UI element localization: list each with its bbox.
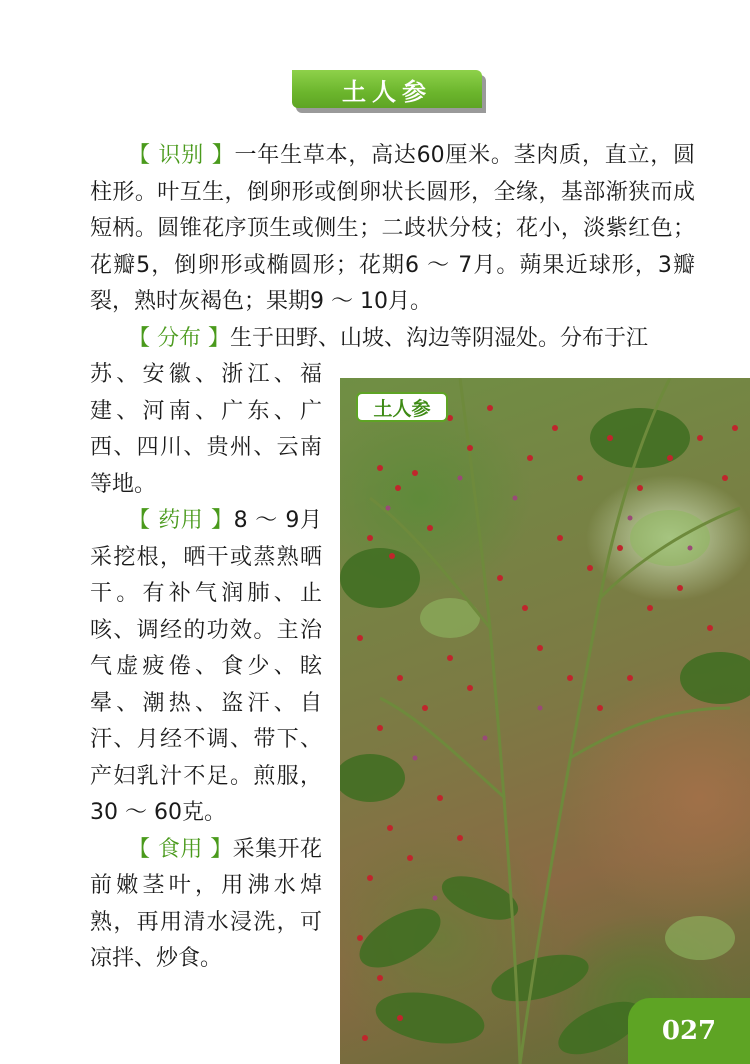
distribution-text-rest: 苏、安徽、浙江、福建、河南、广东、广西、四川、贵州、云南等地。: [90, 362, 322, 497]
identify-paragraph: [90, 138, 695, 321]
page-title: 土人参: [292, 70, 482, 108]
title-banner: [292, 70, 488, 114]
medicinal-paragraph: [90, 503, 322, 832]
page-number: 027: [628, 998, 750, 1064]
plant-photo-illustration: [340, 378, 750, 1064]
distribution-text-first: 生于田野、山坡、沟边等阴湿处。分布于江: [230, 326, 649, 351]
identify-tag: 【 识别 】: [128, 143, 235, 168]
edible-paragraph: [90, 832, 322, 978]
distribution-first-line: [90, 321, 695, 358]
edible-tag: 【 食用 】: [128, 836, 233, 862]
medicinal-text: 8 ～ 9月采挖根，晒干或蒸熟晒干。有补气润肺、止咳、调经的功效。主治气虚疲倦、食少、眩晕、潮热、盗汗、自汗、月经不调、带下、产妇乳汁不足。煎服，30 ～ 60克。: [90, 508, 322, 825]
left-text-column: [90, 357, 322, 978]
distribution-tag: 【 分布 】: [128, 326, 230, 351]
medicinal-tag: 【 药用 】: [128, 508, 234, 533]
edible-text: 采集开花前嫩茎叶，用沸水焯熟，再用清水浸洗，可凉拌、炒食。: [90, 836, 322, 971]
plant-photo: [340, 378, 750, 1064]
photo-caption-label: 土人参: [356, 392, 448, 422]
identify-text: 一年生草本，高达60厘米。茎肉质，直立，圆柱形。叶互生，倒卵形或倒卵状长圆形，全缘，基部渐狭而成短柄。圆锥花序顶生或侧生；二歧状分枝；花小，淡紫红色；花瓣5，倒卵形或椭圆形；花期6 ～ 7月。蒴果近球形，3瓣裂，熟时灰褐色；果期9 ～ 10月。: [90, 143, 695, 314]
